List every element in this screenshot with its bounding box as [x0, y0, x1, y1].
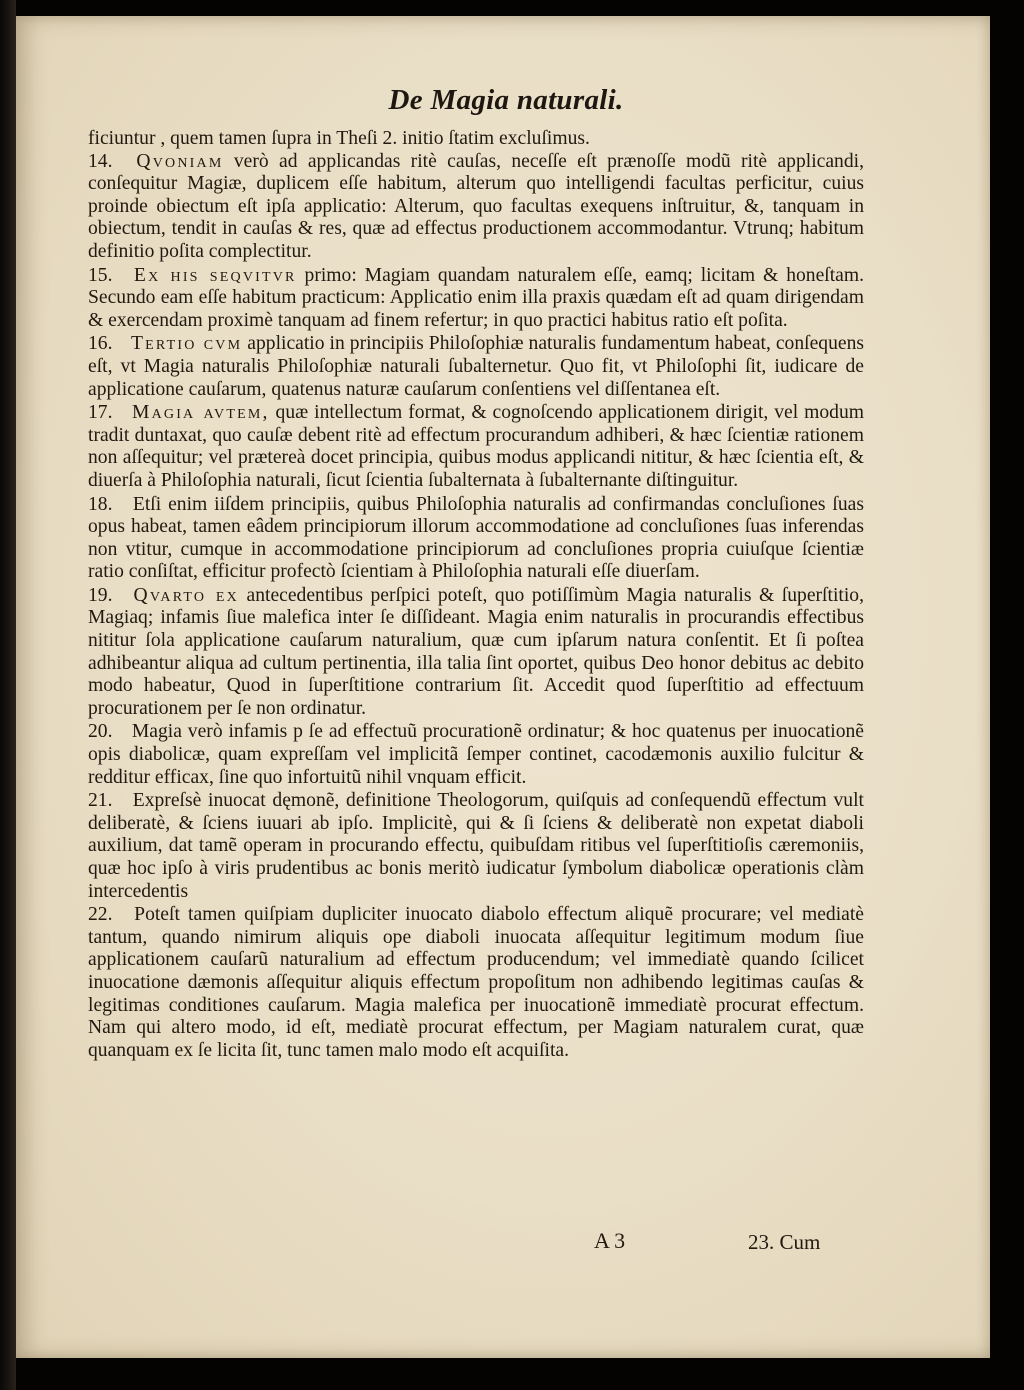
page-body [88, 128, 864, 1063]
paragraph-text: primo: Magiam quandam naturalem eſſe, eamq; licitam & honeſtam. Secundo eam eſſe habitum practicum: Applicatio enim illa praxis quædam eſt ad quam dirigendam & exercendam proximè tanquam ad finem refertur; in quo practici habitus ratio eſt poſita. [88, 264, 865, 331]
paragraph-text: applicatio in principiis Philoſophiæ naturalis fundamentum habeat, conſequens eſt, vt Magia naturalis Philoſophiæ naturali ſubalternetur. Quo fit, vt Philoſophi ſit, iudicare de applicatione cauſarum, quatenus naturæ cauſarum conſentiens vel diſſentanea eſt. [88, 333, 865, 400]
paragraph-continuation [88, 128, 864, 151]
paragraph-text: Magia verò infamis p ſe ad effectuũ procurationẽ ordinatur; & hoc quatenus per inuocationẽ opis diabolicæ, quam expreſſam vel implicitã ſemper continet, cacodæmonis auxilio fulcitur & redditur efficax, ſine quo infortuitũ nihil vnquam efficit. [88, 721, 864, 788]
paragraph-lead-words: Tertio cvm [131, 333, 243, 355]
paragraph-number: 16. [88, 333, 113, 355]
paragraph-17 [88, 402, 864, 492]
paragraph-22 [88, 904, 864, 1062]
paragraph-number: 15. [88, 264, 113, 286]
paragraph-number: 19. [88, 584, 113, 606]
running-head: De Magia naturali. [388, 84, 624, 116]
paragraph-19 [88, 585, 864, 721]
paragraph-number: 17. [88, 402, 113, 424]
paragraph-lead-words: Ex his seqvitvr [133, 264, 297, 286]
paragraph-20 [88, 721, 864, 789]
paragraph-number: 21. [88, 790, 113, 812]
paragraph-number: 22. [88, 904, 113, 926]
paragraph-text: Etſi enim iiſdem principiis, quibus Philoſophia naturalis ad confirmandas concluſiones ſuas opus habeat, tamen eâdem principiorum illorum accommodatione ad concluſiones ſuas inferendas non vtitur, cumque in accommodatione principiorum ad concluſiones propria cuiuſque ſcientiæ ratio conſiſtat, efficitur profectò ſcientiam à Philoſophia naturali eſſe diuerſam. [88, 493, 864, 583]
paragraph-text: verò ad applicandas ritè cauſas, neceſſe eſt prænoſſe modũ ritè applicandi, conſequitur Magiæ, duplicem eſſe habitum, alterum quo intelligendi facultas perficitur, cuius proinde obiectum eſt ipſa applicatio: Alterum, quo facultas exequens inſtruitur, &, tanquam in obiectum, tendit in cauſas & res, quæ ad effectus productionem accommodantur. Vtrunq; habitum definitio poſita complectitur. [88, 150, 864, 262]
paragraph-text: Poteſt tamen quiſpiam dupliciter inuocato diabolo effectum aliquẽ procurare; vel mediatè tantum, quando nimirum aliquis ope diaboli inuocata aſſequitur legitimum modum ſiue applicationem cauſarũ naturalium ad effectum producendum; vel immediatè quando ſcilicet inuocatione dæmonis aſſequitur aliquis effectum propoſitum non adhibendo legitimas cauſas & legitimas conditiones cauſarum. Magia malefica per inuocationẽ immediatè procurat effectum. Nam qui altero modo, id eſt, mediatè procurat effectum, per Magiam naturalem curat, quæ quanquam ex ſe licita ſit, tunc tamen malo modo eſt acquiſita. [88, 904, 864, 1061]
book-gutter [0, 0, 16, 1390]
paragraph-text: Expreſsè inuocat dęmonẽ, definitione Theologorum, quiſquis ad conſequendũ effectum vult deliberatè, & ſciens iuuari ab ipſo. Implicitè, qui & ſi ſciens & deliberatè non expetat diaboli auxilium, dat tamẽ operam in procurando effectu, quibuſdam ritibus vel ſuperſtitioſis cæremoniis, quæ hoc ipſo à viris prudentibus ac bonis meritò iudicatur ſymbolum diabolicæ operationis clàm intercedentis [88, 790, 864, 902]
paragraph-text: quæ intellectum format, & cognoſcendo applicationem dirigit, vel modum tradit duntaxat, quo cauſæ debent ritè ad effectum procurandum adhiberi, & hæc ſcientiæ rationem non aſſequitur; vel prætereà docet principia, quibus modus applicandi nititur, & hæc ſcientia eſt, & diuerſa à Philoſophia naturali, ſicut ſcientia ſubalternata à ſubalternante diſtinguitur. [88, 402, 864, 491]
paragraph-18 [88, 494, 864, 584]
paragraph-21 [88, 790, 864, 903]
book-page [16, 16, 990, 1358]
paragraph-text: ficiuntur , quem tamen ſupra in Theſi 2. initio ſtatim excluſimus. [88, 128, 590, 149]
paragraph-text: antecedentibus perſpici poteſt, quo potiſſimùm Magia naturalis & ſuperſtitio, Magiaq; infamis ſiue malefica inter ſe diſſideant. Magia enim naturalis in procurandis effectibus nititur ſola applicatione cauſarum naturalium, quæ cum ipſarum natura conſentit. Et ſi poſtea adhibeantur aliqua ad cultum pertinentia, illa talia ſint oportet, quibus Deo honor debitus ac debito modo habeatur, Quod in ſuperſtitione contrarium ſit. Accedit quod ſuperſtitio ad effectuum procurationem per ſe non ordinatur. [88, 584, 864, 719]
paragraph-number: 14. [88, 150, 113, 172]
catchword: 23. Cum [748, 1230, 821, 1254]
paragraph-number: 18. [88, 493, 113, 515]
paragraph-14 [88, 151, 864, 264]
paragraph-lead-words: Qvarto ex [133, 584, 239, 606]
paragraph-15 [88, 265, 864, 333]
paragraph-lead-words: Qvoniam [136, 150, 224, 172]
paragraph-number: 20. [88, 721, 113, 743]
paragraph-lead-words: Magia avtem, [131, 402, 270, 424]
signature-mark: A 3 [594, 1228, 626, 1253]
paragraph-16 [88, 333, 864, 401]
